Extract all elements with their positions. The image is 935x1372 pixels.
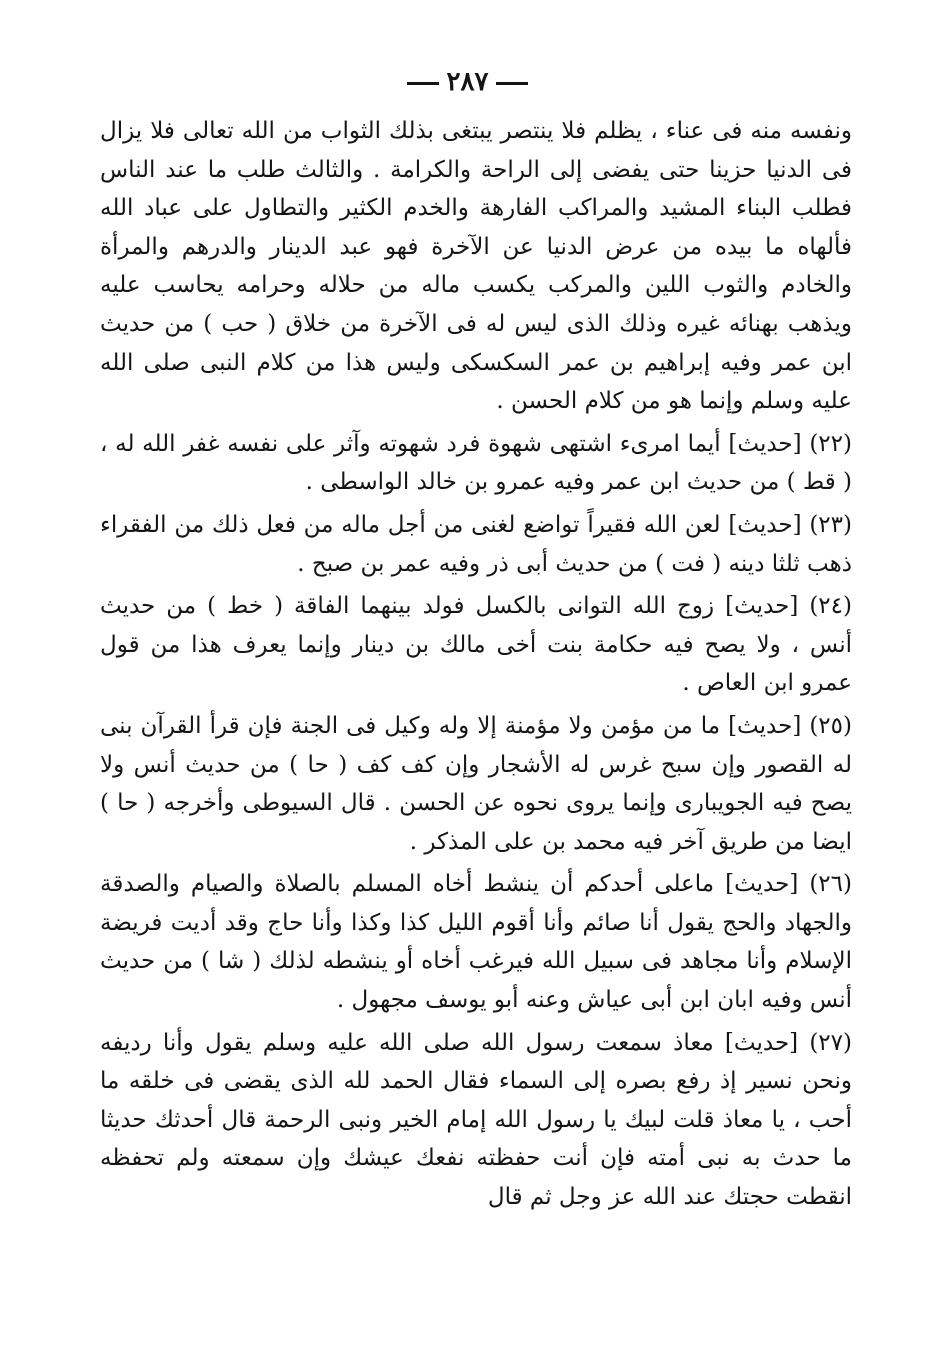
- page-body: [100, 112, 852, 1217]
- page-number-text: ٢٨٧: [446, 67, 489, 97]
- page-number: [0, 62, 935, 102]
- page-number-dash-right: [407, 82, 439, 85]
- hadith-24: (٢٤) [حديث] زوج الله التوانى بالكسل فولد بينهما الفاقة ( خط ) من حديث أنس ، ولا يصح فيه حكامة بنت أخى مالك بن دينار وإنما يعرف هذا من قول عمرو ابن العاص .: [100, 593, 852, 697]
- paragraph-continuation: ونفسه منه فى عناء ، يظلم فلا ينتصر يبتغى بذلك الثواب من الله تعالى فلا يزال فى الدنيا حزينا حتى يفضى إلى الراحة والكرامة . والثالث طلب ما عند الناس فطلب البناء المشيد والمراكب الفارهة والخدم الكثير والتطاول على عباد الله فألهاه ما بيده من عرض الدنيا عن الآخرة فهو عبد الدينار والدرهم والمرأة والخادم والثوب اللين والمركب يكسب ماله من حلاله وحرامه يحاسب عليه ويذهب بهنائه غيره وذلك الذى ليس له فى الآخرة من خلاق ( حب ) من حديث ابن عمر وفيه إبراهيم بن عمر السكسكى وليس هذا من كلام النبى صلى الله عليه وسلم وإنما هو من كلام الحسن .: [100, 118, 852, 415]
- hadith-26: (٢٦) [حديث] ماعلى أحدكم أن ينشط أخاه المسلم بالصلاة والصيام والصدقة والجهاد والحج يقول أنا صائم وأنا أقوم الليل كذا وكذا وأنا حاج وقد أديت فريضة الإسلام وأنا مجاهد فى سبيل الله فيرغب أخاه أو ينشطه لذلك ( شا ) من حديث أنس وفيه ابان ابن أبى عياش وعنه أبو يوسف مجهول .: [100, 871, 852, 1014]
- page-number-dash-left: [496, 82, 528, 85]
- hadith-22: (٢٢) [حديث] أيما امرىء اشتهى شهوة فرد شهوته وآثر على نفسه غفر الله له ، ( قط ) من حديث ابن عمر وفيه عمرو بن خالد الواسطى .: [100, 430, 852, 496]
- hadith-25: (٢٥) [حديث] ما من مؤمن ولا مؤمنة إلا وله وكيل فى الجنة فإن قرأ القرآن بنى له القصور وإن سبح غرس له الأشجار وإن كف كف ( حا ) من حديث أنس ولا يصح فيه الجويبارى وإنما يروى نحوه عن الحسن . قال السيوطى وأخرجه ( حا ) ايضا من طريق آخر فيه محمد بن على المذكر .: [100, 712, 852, 855]
- hadith-23: (٢٣) [حديث] لعن الله فقيراً تواضع لغنى من أجل ماله من فعل ذلك من الفقراء ذهب ثلثا دينه ( فت ) من حديث أبى ذر وفيه عمر بن صبح .: [100, 511, 852, 577]
- hadith-27: (٢٧) [حديث] معاذ سمعت رسول الله صلى الله عليه وسلم يقول وأنا رديفه ونحن نسير إذ رفع بصره إلى السماء فقال الحمد لله الذى يقضى فى خلقه ما أحب ، يا معاذ قلت لبيك يا رسول الله إمام الخير ونبى الرحمة قال أحدثك حديثا ما حدث به نبى أمته فإن أنت حفظته نفعك عيشك وإن سمعته ولم تحفظه انقطت حجتك عند الله عز وجل ثم قال: [100, 1029, 852, 1211]
